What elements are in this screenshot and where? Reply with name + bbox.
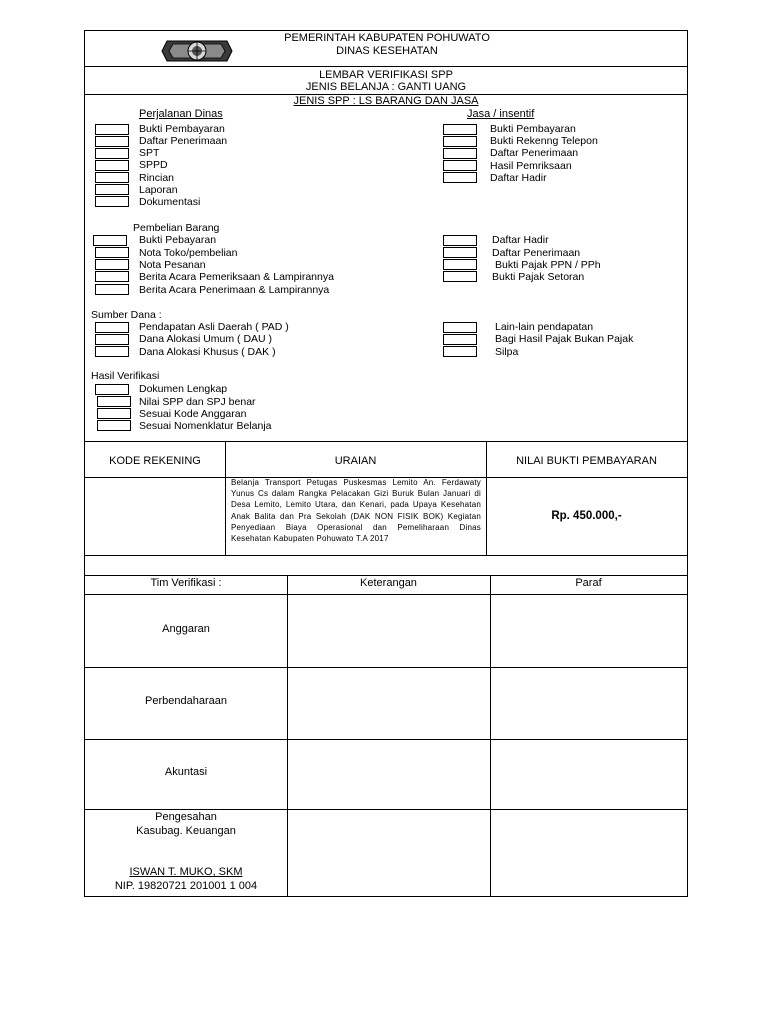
verif-row-perbendaharaan: Perbendaharaan (145, 695, 227, 707)
checklist-label: SPT (139, 147, 160, 159)
checkbox[interactable] (95, 384, 129, 395)
checklist-label: Silpa (495, 346, 519, 358)
checkbox[interactable] (95, 346, 129, 357)
checkbox[interactable] (93, 235, 127, 246)
checkbox[interactable] (443, 235, 477, 246)
verif-row-border (85, 739, 687, 740)
checklist-label: Daftar Hadir (490, 172, 547, 184)
checklist-label: Berita Acara Pemeriksaan & Lampirannya (139, 271, 334, 283)
signatory-nip: NIP. 19820721 201001 1 004 (114, 880, 258, 892)
checkbox[interactable] (443, 322, 477, 333)
checklist-label: Bagi Hasil Pajak Bukan Pajak (495, 333, 634, 345)
col-keterangan: Keterangan (360, 577, 417, 589)
checklist-label: Bukti Pebayaran (139, 234, 217, 246)
checkbox[interactable] (95, 284, 129, 295)
checklist-label: Sesuai Kode Anggaran (139, 408, 247, 420)
verif-row-akuntasi: Akuntasi (164, 766, 208, 778)
verif-row-border (85, 667, 687, 668)
checklist-label: Sesuai Nomenklatur Belanja (139, 420, 272, 432)
checklist-label: Lain-lain pendapatan (495, 321, 594, 333)
pengesahan-label: Pengesahan (155, 811, 217, 823)
checklist-label: Bukti Pembayaran (139, 123, 225, 135)
checklist-label: Bukti Pembayaran (490, 123, 576, 135)
checklist-label: Nota Toko/pembelian (139, 247, 238, 259)
checkbox[interactable] (95, 271, 129, 282)
jenis-spp: JENIS SPP : LS BARANG DAN JASA (293, 95, 479, 107)
verif-divider (490, 575, 491, 897)
checklist-label: Dokumentasi (139, 196, 201, 208)
checklist-label: Daftar Penerimaan (490, 147, 579, 159)
kasubag-label: Kasubag. Keuangan (136, 825, 236, 837)
table-bottom-border (85, 575, 687, 576)
checklist-label: Berita Acara Penerimaan & Lampirannya (139, 284, 330, 296)
checkbox[interactable] (95, 184, 129, 195)
header-line-1: PEMERINTAH KABUPATEN POHUWATO (284, 32, 490, 44)
signatory-name: ISWAN T. MUKO, SKM (129, 866, 243, 878)
checkbox[interactable] (443, 136, 477, 147)
checklist-label: Nota Pesanan (139, 259, 206, 271)
checkbox[interactable] (97, 420, 131, 431)
hasil-heading: Hasil Verifikasi (91, 370, 160, 382)
checkbox[interactable] (443, 124, 477, 135)
checkbox[interactable] (95, 124, 129, 135)
checkbox[interactable] (443, 148, 477, 159)
checkbox[interactable] (95, 247, 129, 258)
checkbox[interactable] (97, 408, 131, 419)
divider (85, 66, 687, 67)
checklist-label: Dokumen Lengkap (139, 383, 228, 395)
col-paraf: Paraf (575, 577, 602, 589)
checkbox[interactable] (443, 271, 477, 282)
col-tim-verifikasi: Tim Verifikasi : (150, 577, 222, 589)
checklist-label: SPPD (139, 159, 168, 171)
perjalanan-heading: Perjalanan Dinas (139, 108, 223, 120)
form-title: LEMBAR VERIFIKASI SPP (319, 69, 453, 81)
checklist-label: Bukti Pajak Setoran (492, 271, 585, 283)
checklist-label: Dana Alokasi Khusus ( DAK ) (139, 346, 276, 358)
checklist-label: Laporan (139, 184, 178, 196)
checkbox[interactable] (443, 346, 477, 357)
checkbox[interactable] (95, 196, 129, 207)
nilai-amount: Rp. 450.000,- (551, 510, 622, 522)
checkbox[interactable] (443, 160, 477, 171)
table-top-border (85, 441, 687, 442)
col-kode-rekening: KODE REKENING (109, 455, 201, 467)
verif-row-border (85, 809, 687, 810)
checklist-label: Daftar Hadir (492, 234, 549, 246)
checklist-label: Daftar Penerimaan (492, 247, 581, 259)
verif-row-anggaran: Anggaran (162, 623, 210, 635)
col-uraian: URAIAN (334, 455, 377, 467)
checklist-label: Hasil Pemriksaan (490, 160, 572, 172)
checkbox[interactable] (95, 136, 129, 147)
checkbox[interactable] (95, 322, 129, 333)
checkbox[interactable] (95, 172, 129, 183)
verif-divider (287, 575, 288, 897)
checklist-label: Dana Alokasi Umum ( DAU ) (139, 333, 273, 345)
checkbox[interactable] (443, 259, 477, 270)
jenis-belanja: JENIS BELANJA : GANTI UANG (305, 81, 467, 93)
checklist-label: Daftar Penerimaan (139, 135, 228, 147)
header-line-2: DINAS KESEHATAN (336, 45, 438, 57)
verif-header-border (85, 594, 687, 595)
checkbox[interactable] (443, 334, 477, 345)
table-row-border (85, 555, 687, 556)
checklist-label: Bukti Pajak PPN / PPh (495, 259, 601, 271)
verification-sheet (84, 30, 688, 897)
col-nilai-bukti: NILAI BUKTI PEMBAYARAN (516, 455, 657, 467)
checklist-label: Pendapatan Asli Daerah ( PAD ) (139, 321, 289, 333)
pembelian-heading: Pembelian Barang (133, 222, 220, 234)
checkbox[interactable] (95, 148, 129, 159)
jasa-heading: Jasa / insentif (467, 108, 535, 120)
uraian-description: Belanja Transport Petugas Puskesmas Lemito An. Ferdawaty Yunus Cs dalam Rangka Pelacakan Gizi Buruk Bulan Januari di Desa Lemito, Lemito Utara, dan Kenari, pada Upaya Kesehatan Anak Balita dan Pra Sekolah (DAK NON FISIK BOK) Kegiatan Penyediaan Biaya Operasional dan Pemeliharaan Dinas Kesehatan Kabupaten Pohuwato T.A 2017 (231, 478, 481, 544)
sumber-heading: Sumber Dana : (91, 309, 162, 321)
checklist-label: Bukti Rekenng Telepon (490, 135, 598, 147)
checkbox[interactable] (95, 259, 129, 270)
checkbox[interactable] (443, 172, 477, 183)
checkbox[interactable] (95, 160, 129, 171)
checkbox[interactable] (97, 396, 131, 407)
checklist-label: Nilai SPP dan SPJ benar (139, 396, 256, 408)
checklist-label: Rincian (139, 172, 175, 184)
checkbox[interactable] (443, 247, 477, 258)
checkbox[interactable] (95, 334, 129, 345)
